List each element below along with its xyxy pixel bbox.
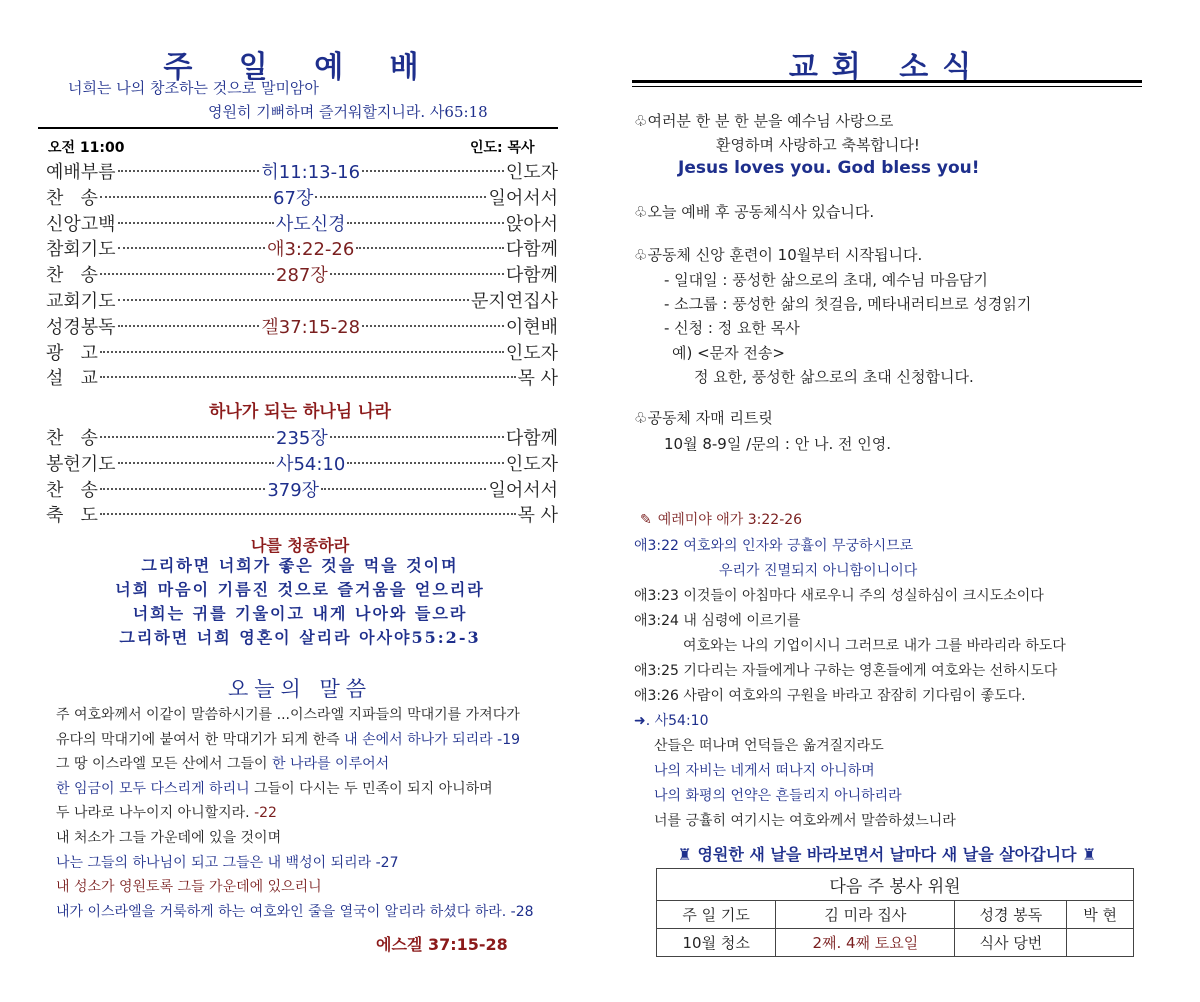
dot-leader [315, 196, 486, 198]
isaiah-line: 너희는 귀를 기울이고 내게 나아와 들으라 [132, 604, 468, 623]
lamentations-line: 애3:25 기다리는 자들에게나 구하는 영혼들에게 여호와는 선하시도다 [634, 663, 1058, 679]
pencil-icon: ✎ [640, 512, 652, 528]
order-row [46, 210, 558, 236]
dot-leader [118, 462, 275, 464]
order-item-name: 찬 송 [46, 187, 98, 209]
order-item-role: 인도자 [505, 453, 558, 475]
sermon-text-a: 내 성소가 영원토록 그들 가운데에 있으리니 [56, 879, 322, 896]
dot-leader [100, 196, 271, 198]
dot-leader [362, 170, 504, 172]
dot-leader [100, 273, 274, 275]
order-row [46, 501, 558, 527]
order-item-name: 찬 송 [46, 479, 98, 501]
sermon-text-a: 내가 이스라엘을 거룩하게 하는 여호와인 줄을 열국이 알리라 하셨다 하라. -28 [56, 903, 534, 920]
news-item-3-sub: - 일대일 : 풍성한 삶으로의 초대, 예수님 마음담기 [664, 271, 988, 289]
closing-banner: ♜ 영원한 새 날을 바라보면서 날마다 새 날을 살아갑니다 ♜ [677, 845, 1097, 864]
lamentations-title-text: 예레미야 애가 3:22-26 [657, 512, 803, 528]
order-item-detail: 사54:10 [276, 453, 346, 475]
divider [38, 127, 558, 129]
lamentations-line: 애3:24 내 심령에 이르기를 [634, 613, 801, 629]
news-text: 공동체 신앙 훈련이 10월부터 시작됩니다. [647, 246, 923, 264]
table-cell: 박 현 [1067, 901, 1134, 929]
table-cell [1067, 929, 1134, 957]
news-item-1-line-2: 환영하며 사랑하고 축복합니다! [716, 136, 920, 154]
isaiah-line: 산들은 떠나며 언덕들은 옮겨질지라도 [654, 738, 884, 754]
order-item-name: 광 고 [46, 342, 98, 364]
order-item-detail: 애3:22-26 [267, 239, 355, 261]
order-item-role: 다함께 [505, 428, 558, 449]
order-item-role: 목 사 [517, 368, 558, 390]
sermon-line [56, 801, 566, 826]
news-title: 교회 소식 [788, 50, 986, 85]
order-item-name: 참회기도 [46, 239, 116, 261]
sermon-line [56, 752, 566, 777]
sermon-text-c: -22 [254, 805, 277, 822]
sermon-text-a: 나는 그들의 하나님이 되고 그들은 내 백성이 되리라 -27 [56, 854, 399, 871]
order-item-detail: 히11:13-16 [261, 162, 361, 183]
order-item-detail: 사도신경 [275, 213, 346, 235]
service-table-caption: 다음 주 봉사 위원 [657, 869, 1134, 901]
order-item-name: 축 도 [46, 505, 98, 527]
dot-leader [347, 462, 504, 464]
order-item-role: 다함께 [505, 239, 559, 261]
order-row [46, 261, 558, 287]
table-cell: 주 일 기도 [657, 901, 776, 929]
order-row [46, 424, 558, 450]
order-row [46, 184, 558, 210]
order-item-name: 신앙고백 [46, 213, 116, 235]
dot-leader [100, 436, 274, 438]
isaiah-line: 나의 화평의 언약은 흔들리지 아니하리라 [654, 788, 902, 804]
lamentations-line: 여호와는 나의 기업이시니 그러므로 내가 그를 바라리라 하도다 [683, 638, 1066, 654]
news-text: 여러분 한 분 한 분을 예수님 사랑으로 [647, 112, 894, 130]
order-row [46, 158, 558, 184]
sermon-line [56, 703, 566, 728]
clover-icon: ♧ [634, 203, 648, 221]
order-item-name: 봉헌기도 [46, 453, 116, 475]
order-item-name: 설 교 [46, 368, 98, 390]
isaiah-line: 그리하면 너희 영혼이 살리라 아사야55:2-3 [119, 628, 481, 647]
order-item-role: 일어서서 [488, 479, 559, 501]
lamentations-line: 애3:22 여호와의 인자와 긍휼이 무궁하시므로 [634, 538, 914, 554]
news-item-3-sub: - 소그룹 : 풍성한 삶의 첫걸음, 메타내러티브로 성경읽기 [664, 295, 1032, 313]
dot-leader [347, 222, 503, 224]
order-item-role: 목 사 [517, 505, 558, 527]
order-item-name: 찬 송 [46, 428, 98, 449]
order-item-detail: 287장 [276, 265, 328, 287]
dot-leader [100, 376, 516, 378]
table-cell: 식사 당번 [955, 929, 1067, 957]
sermon-line [56, 875, 566, 900]
order-item-name: 교회기도 [46, 291, 116, 312]
divider-thick [632, 80, 1142, 83]
sermon-line [56, 851, 566, 876]
sermon-reference: 에스겔 37:15-28 [376, 935, 508, 954]
sermon-text-c: -19 [492, 731, 521, 748]
divider-thin [632, 86, 1142, 87]
clover-icon: ♧ [634, 112, 648, 130]
order-item-role: 앉아서 [505, 213, 559, 235]
dot-leader [118, 170, 260, 172]
order-item-detail: 235장 [276, 428, 328, 449]
section-title: 하나가 되는 하나님 나라 [209, 402, 391, 422]
order-row [46, 476, 558, 502]
order-row [46, 364, 558, 390]
dot-leader [356, 247, 504, 249]
order-item-detail: 67장 [273, 187, 314, 209]
sermon-text [56, 703, 566, 924]
dot-leader [118, 325, 260, 327]
sermon-text-b: 내 손에서 하나가 되리라 [344, 731, 493, 748]
news-text: 공동체 자매 리트릿 [647, 409, 773, 427]
dot-leader [118, 247, 266, 249]
sermon-line [56, 777, 566, 802]
news-item-2 [634, 201, 874, 222]
lamentations-line: 애3:26 사람이 여호와의 구원을 바라고 잠잠히 기다림이 좋도다. [634, 688, 1026, 704]
news-item-3-example-text: 정 요한, 풍성한 삶으로의 초대 신청합니다. [694, 368, 974, 386]
order-item-role: 문지연집사 [471, 291, 558, 312]
isaiah-line: 나의 자비는 네게서 떠나지 아니하며 [654, 763, 875, 779]
table-cell: 김 미라 집사 [776, 901, 955, 929]
dot-leader [118, 222, 274, 224]
order-item-name: 예배부름 [46, 162, 116, 183]
lamentations-line: 애3:23 이것들이 아침마다 새로우니 주의 성실하심이 크시도소이다 [634, 588, 1044, 604]
table-cell: 10월 청소 [657, 929, 776, 957]
table-cell: 성경 봉독 [955, 901, 1067, 929]
clover-icon: ♧ [634, 246, 648, 264]
sermon-line [56, 900, 566, 925]
epigraph-line-2: 영원히 기뻐하며 즐거워할지니라. 사65:18 [208, 103, 488, 121]
dot-leader [330, 436, 504, 438]
order-item-role: 다함께 [505, 265, 558, 287]
todays-word-title: 오늘의 말씀 [227, 677, 373, 701]
lamentations-title [640, 509, 802, 529]
news-item-4 [634, 407, 773, 428]
sermon-text-a: 주 여호와께서 이같이 말씀하시기를 ...이스라엘 지파들의 막대기를 가져다가 [56, 707, 520, 723]
worship-title: 주 일 예 배 [163, 50, 437, 85]
order-item-role: 인도자 [505, 342, 558, 364]
service-leader: 인도: 목사 [470, 140, 535, 156]
lamentations-line: 우리가 진멸되지 아니함이니이다 [719, 563, 918, 579]
order-row [46, 339, 558, 365]
order-item-role: 일어서서 [488, 187, 558, 209]
isaiah-line: 너희 마음이 기름진 것으로 즐거움을 얻으리라 [115, 580, 485, 599]
isaiah-line: 그리하면 너희가 좋은 것을 먹을 것이며 [141, 556, 459, 575]
dot-leader [118, 299, 469, 301]
dot-leader [100, 351, 504, 353]
service-table [656, 868, 1134, 957]
sermon-text-a: 두 나라로 나누이지 아니할지라. [56, 805, 255, 822]
order-item-role: 인도자 [505, 162, 558, 183]
dot-leader [321, 488, 486, 490]
sermon-text-b: 한 나라를 이루어서 [272, 756, 390, 773]
table-cell: 2째. 4째 토요일 [776, 929, 955, 957]
sermon-text-a: 내 처소가 그들 가운데에 있을 것이며 [56, 829, 282, 846]
order-item-role: 이현배 [505, 316, 558, 338]
news-item-3-example: 예) <문자 전송> [672, 344, 785, 362]
sermon-text-a: 그 땅 이스라엘 모든 산에서 그들이 [56, 756, 273, 773]
dot-leader [100, 513, 516, 515]
news-text: 오늘 예배 후 공동체식사 있습니다. [647, 203, 875, 221]
dot-leader [100, 488, 265, 490]
sermon-line [56, 728, 566, 753]
sermon-text-b: 한 임금이 모두 다스리게 하리니 [56, 780, 250, 797]
sermon-text-a: 유다의 막대기에 붙여서 한 막대기가 되게 한즉 [56, 731, 345, 748]
order-row [46, 235, 558, 261]
isaiah-ref: ➜. 사54:10 [634, 713, 709, 729]
listen-title: 나를 청종하라 [250, 536, 350, 555]
news-item-3-sub: - 신청 : 정 요한 목사 [664, 319, 800, 337]
isaiah-verse [40, 554, 560, 650]
sermon-line [56, 826, 566, 851]
order-item-name: 성경봉독 [46, 316, 116, 338]
dot-leader [362, 325, 504, 327]
order-row [46, 450, 558, 476]
isaiah-line: 너를 긍휼히 여기시는 여호와께서 말씀하셨느니라 [654, 813, 956, 829]
news-item-1 [634, 110, 893, 131]
jesus-loves-you: Jesus loves you. God bless you! [678, 158, 980, 178]
order-item-detail: 379장 [267, 479, 320, 501]
sermon-text-c: 그들이 다시는 두 민족이 되지 아니하며 [249, 780, 493, 797]
news-item-4-line-2: 10월 8-9일 /문의 : 안 나. 전 인영. [664, 435, 892, 453]
epigraph-line-1: 너희는 나의 창조하는 것으로 말미암아 [68, 79, 319, 97]
clover-icon: ♧ [634, 409, 648, 427]
order-item-name: 찬 송 [46, 265, 98, 287]
order-row [46, 287, 558, 313]
order-row [46, 313, 558, 339]
news-item-3 [634, 244, 922, 265]
service-time: 오전 11:00 [48, 140, 125, 156]
order-item-detail: 겔37:15-28 [261, 316, 361, 338]
dot-leader [330, 273, 504, 275]
